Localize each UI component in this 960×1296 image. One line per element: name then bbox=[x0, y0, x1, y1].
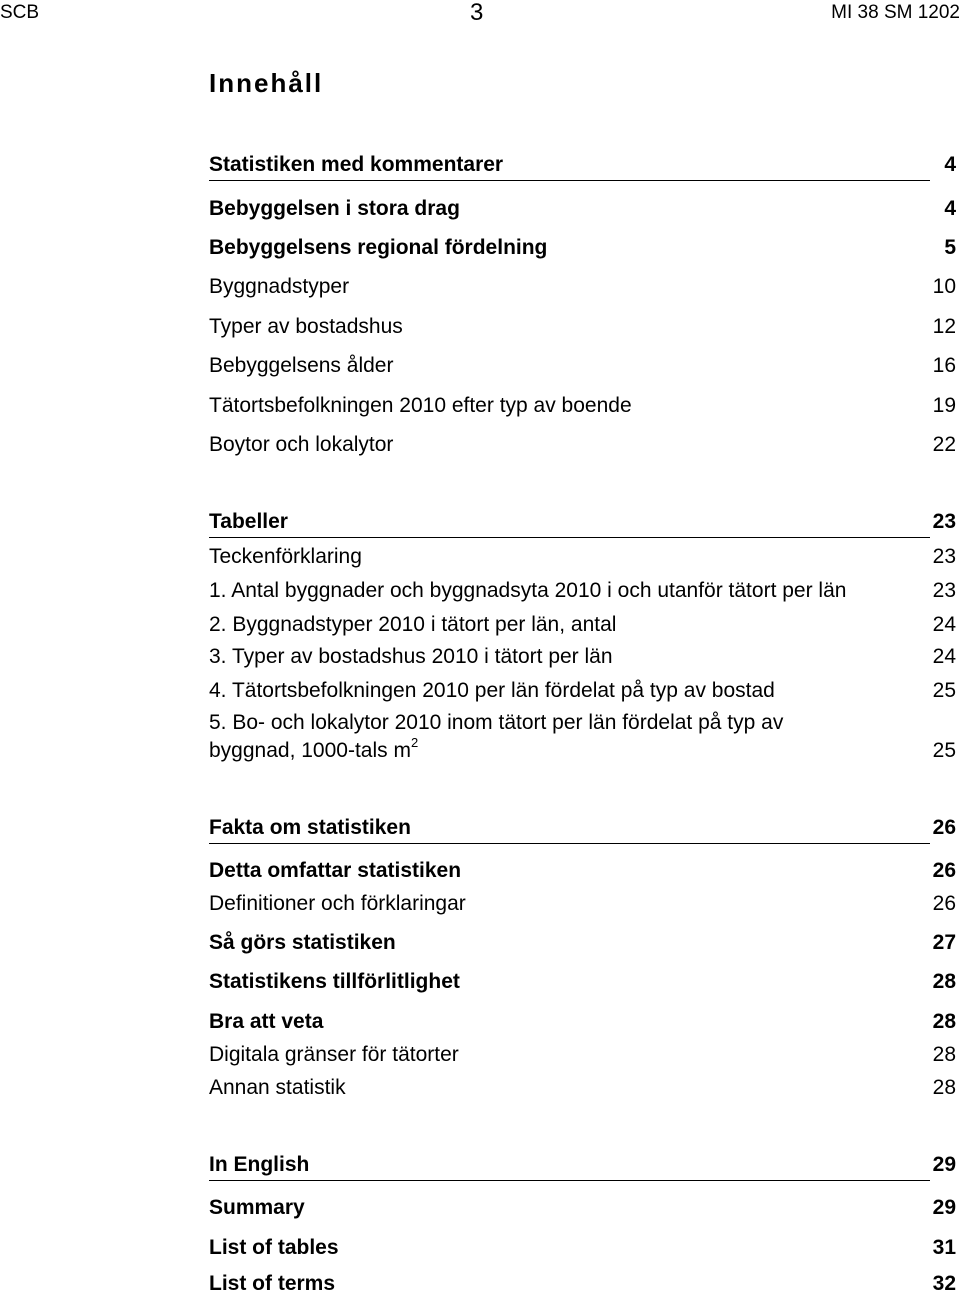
toc-label: Statistiken med kommentarer bbox=[209, 153, 504, 176]
toc-page: 25 bbox=[932, 679, 956, 702]
toc-divider bbox=[209, 1180, 930, 1181]
header-publisher: SCB bbox=[0, 2, 40, 23]
toc-page: 4 bbox=[944, 197, 956, 220]
toc-divider bbox=[209, 180, 930, 181]
toc-label: Bebyggelsens ålder bbox=[209, 354, 394, 377]
toc-label: Boytor och lokalytor bbox=[209, 433, 394, 456]
superscript-unit: 2 bbox=[410, 735, 419, 750]
toc-label: 2. Byggnadstyper 2010 i tätort per län, antal bbox=[209, 613, 617, 636]
toc-page: 26 bbox=[932, 892, 956, 915]
toc-page: 27 bbox=[932, 931, 956, 954]
toc-page: 4 bbox=[944, 153, 956, 176]
toc-label: List of tables bbox=[209, 1236, 339, 1259]
toc-label-line2 bbox=[209, 737, 956, 765]
header-page-number: 3 bbox=[470, 0, 484, 26]
toc-page: 28 bbox=[932, 1043, 956, 1066]
toc-label: 3. Typer av bostadshus 2010 i tätort per län bbox=[209, 645, 613, 668]
toc-label: Detta omfattar statistiken bbox=[209, 859, 462, 882]
toc-label: Tätortsbefolkningen 2010 efter typ av boende bbox=[209, 394, 632, 417]
toc-page: 23 bbox=[932, 510, 956, 533]
toc-label: 4. Tätortsbefolkningen 2010 per län fördelat på typ av bostad bbox=[209, 679, 775, 702]
toc-page: 24 bbox=[932, 645, 956, 668]
toc-label: Summary bbox=[209, 1196, 305, 1219]
toc-page: 23 bbox=[932, 545, 956, 568]
toc-page: 12 bbox=[932, 315, 956, 338]
toc-label: List of terms bbox=[209, 1272, 336, 1295]
toc-label: Definitioner och förklaringar bbox=[209, 892, 466, 915]
toc-label: 1. Antal byggnader och byggnadsyta 2010 i och utanför tätort per län bbox=[209, 579, 847, 602]
toc-page: 31 bbox=[932, 1236, 956, 1259]
toc-page: 5 bbox=[944, 236, 956, 259]
toc-label: Teckenförklaring bbox=[209, 545, 362, 568]
toc-label: In English bbox=[209, 1153, 310, 1176]
toc-page: 22 bbox=[932, 433, 956, 456]
toc-divider bbox=[209, 843, 930, 844]
toc-label: Bebyggelsens regional fördelning bbox=[209, 236, 548, 259]
toc-page: 28 bbox=[932, 1076, 956, 1099]
toc-page: 23 bbox=[932, 579, 956, 602]
toc-label: Typer av bostadshus bbox=[209, 315, 403, 338]
toc-label: Så görs statistiken bbox=[209, 931, 396, 954]
toc-label: Bra att veta bbox=[209, 1010, 324, 1033]
toc-entry[interactable] bbox=[209, 709, 956, 765]
toc-label-line2-text: byggnad, 1000-tals m bbox=[209, 739, 411, 762]
toc-page: 26 bbox=[932, 859, 956, 882]
header-document-id: MI 38 SM 1202 bbox=[831, 2, 960, 23]
toc-label: Statistikens tillförlitlighet bbox=[209, 970, 460, 993]
toc-label: Byggnadstyper bbox=[209, 275, 350, 298]
toc-page: 29 bbox=[932, 1153, 956, 1176]
toc-label-line1: 5. Bo- och lokalytor 2010 inom tätort per län fördelat på typ av bbox=[209, 711, 784, 734]
toc-page: 28 bbox=[932, 1010, 956, 1033]
toc-page: 24 bbox=[932, 613, 956, 636]
toc-label: Bebyggelsen i stora drag bbox=[209, 197, 460, 220]
toc-page: 19 bbox=[932, 394, 956, 417]
toc-label: Annan statistik bbox=[209, 1076, 346, 1099]
toc-page: 16 bbox=[932, 354, 956, 377]
toc-divider bbox=[209, 537, 930, 538]
toc-label: Digitala gränser för tätorter bbox=[209, 1043, 459, 1066]
page-title: Innehåll bbox=[209, 68, 324, 98]
toc-page: 26 bbox=[932, 816, 956, 839]
toc-page: 10 bbox=[932, 275, 956, 298]
toc-page: 25 bbox=[932, 739, 956, 762]
toc-label: Tabeller bbox=[209, 510, 288, 533]
toc-page: 32 bbox=[932, 1272, 956, 1295]
toc-label: Fakta om statistiken bbox=[209, 816, 411, 839]
toc-page: 28 bbox=[932, 970, 956, 993]
toc-page: 29 bbox=[932, 1196, 956, 1219]
